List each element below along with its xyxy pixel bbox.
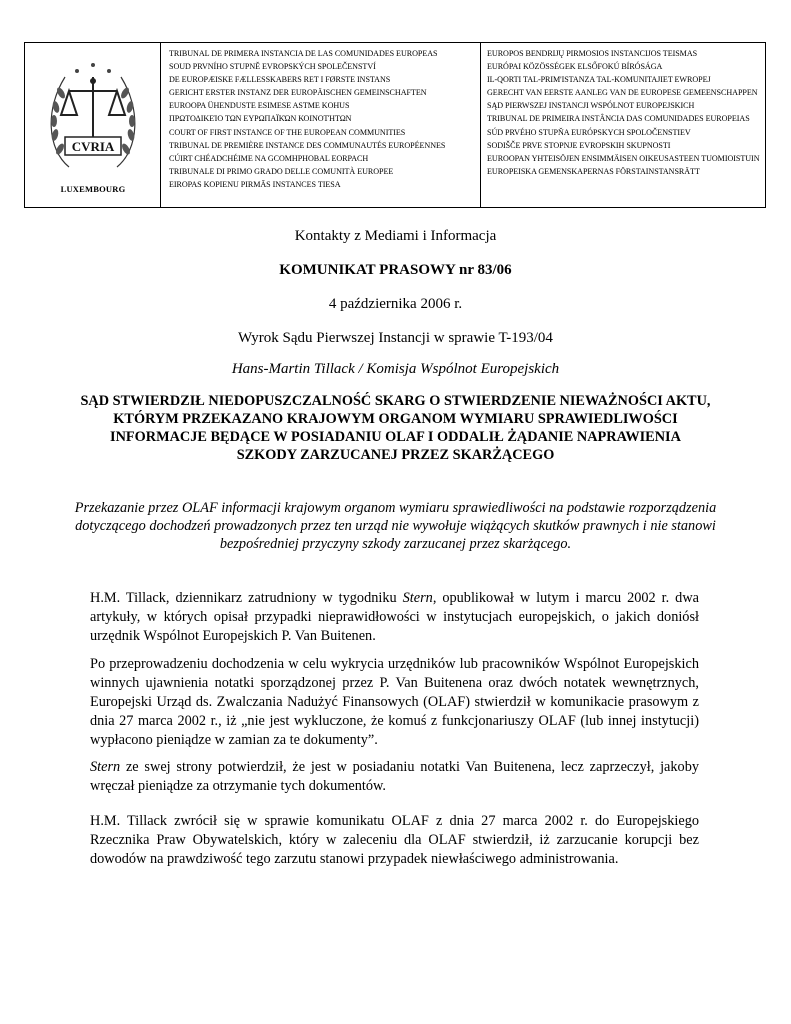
case-parties: Hans-Martin Tillack / Komisja Wspólnot Europejskich [231,361,560,377]
media-contact-line: Kontakty z Mediami i Informacja [294,228,497,244]
paragraph-3 [90,758,699,796]
court-name: IL-QORTI TAL-PRIM'ISTANZA TAL-KOMUNITAJIET EWROPEJ [487,75,711,85]
paragraph-1-text-a: H.M. Tillack, dziennikarz zatrudniony w tygodniku [90,590,403,606]
court-name: SOUD PRVNÍHO STUPNĚ EVROPSKÝCH SPOLEČENSTVÍ [169,62,376,72]
court-name: SĄD PIERWSZEJ INSTANCJI WSPÓLNOT EUROPEJSKICH [487,101,695,111]
court-name: SÚD PRVÉHO STUPŇA EURÓPSKYCH SPOLOČENSTIEV [487,127,691,137]
court-name: EIROPAS KOPIENU PIRMĀS INSTANCES TIESA [169,179,341,189]
court-name: GERECHT VAN EERSTE AANLEG VAN DE EUROPESE GEMEENSCHAPPEN [487,88,758,98]
svg-text:CVRIA: CVRIA [71,139,115,154]
press-release-number: KOMUNIKAT PRASOWY nr 83/06 [279,262,512,278]
judgment-reference: Wyrok Sądu Pierwszej Instancji w sprawie T-193/04 [238,330,553,346]
curia-logo-icon [39,57,147,181]
paragraph-4: H.M. Tillack zwrócił się w sprawie komunikatu OLAF z dnia 27 marca 2002 r. do Europejskiego Rzecznika Praw Obywatelskich, który w zaleceniu dla OLAF stwierdził, iż zarzucanie korupcji bez dowodów na prawdziwość tego zarzutu stanowi przypadek niewłaściwego administrowania. [90,813,699,867]
court-name: TRIBUNAL DE PREMIÈRE INSTANCE DES COMMUNAUTÉS EUROPÉENNES [169,140,446,150]
court-name: TRIBUNAL DE PRIMEIRA INSTÂNCIA DAS COMUNIDADES EUROPEIAS [487,114,750,124]
court-header [24,42,766,208]
location-label: LUXEMBOURG [60,184,126,194]
court-name: EURÓPAI KÖZÖSSÉGEK ELSŐFOKÚ BÍRÓSÁGA [487,62,663,72]
release-date: 4 października 2006 r. [328,296,463,312]
court-name: ΠΡΩΤΟΔΙΚΕΊΟ ΤΩΝ ΕΥΡΩΠΑΪΚΏΝ ΚΟΙΝΟΤΉΤΩΝ [169,114,352,124]
court-name: SODIŠČE PRVE STOPNJE EVROPSKIH SKUPNOSTI [487,140,671,150]
court-name: EUROOPA ÜHENDUSTE ESIMESE ASTME KOHUS [169,101,350,111]
logo-cell [25,43,161,207]
paragraph-1 [90,589,699,646]
paragraph-2: Po przeprowadzeniu dochodzenia w celu wykrycia urzędników lub pracowników Wspólnot Europejskich winnych ujawnienia notatki sporządzonej przez P. Van Buitenena oraz dwóch notatek wewnętrznych, Europejski Urząd ds. Zwalczania Nadużyć Finansowych (OLAF) stwierdził w komunikacie prasowym z dnia 27 marca 2002 r., iż „nie jest wykluczone, że komuś z funkcjonariuszy OLAF (lub innej instytucji) wypłacono pieniądze w zamian za te dokumenty”. [90,656,699,748]
court-name: CÚIRT CHÉADCHÉIME NA GCOMHPHOBAL EORPACH [169,153,369,163]
court-name: TRIBUNALE DI PRIMO GRADO DELLE COMUNITÀ EUROPEE [169,166,394,176]
court-name: EUROPOS BENDRIJŲ PIRMOSIOS INSTANCIJOS TEISMAS [487,49,698,58]
stern-emphasis: Stern [402,590,433,606]
court-name: TRIBUNAL DE PRIMERA INSTANCIA DE LAS COMUNIDADES EUROPEAS [169,49,438,58]
court-name: EUROOPAN YHTEISÖJEN ENSIMMÄISEN OIKEUSASTEEN TUOMIOISTUIN [487,153,760,163]
stern-emphasis: Stern [90,759,121,775]
court-name: EUROPEISKA GEMENSKAPERNAS FÖRSTAINSTANSRÄTT [487,166,700,176]
paragraph-3-text: ze swej strony potwierdził, że jest w posiadaniu notatki Van Buitenena, lecz zaprzeczył, jakoby wręczał pieniądze za otrzymanie tych dokumentów. [90,759,699,794]
headline: SĄD STWIERDZIŁ NIEDOPUSZCZALNOŚĆ SKARG O STWIERDZENIE NIEWAŻNOŚCI AKTU, KTÓRYM PRZEKAZANO KRAJOWYM ORGANOM WYMIARU SPRAWIEDLIWOŚCI INFORMACJE BĘDĄCE W POSIADANIU OLAF I ODDALIŁ ŻĄDANIE NAPRAWIENIA SZKODY ZARZUCANEJ PRZEZ SKARŻĄCEGO [80,393,711,463]
summary: Przekazanie przez OLAF informacji krajowym organom wymiaru sprawiedliwości na podstawie rozporządzenia dotyczącego dochodzeń prowadzonych przez ten urząd nie wywołuje wiążących skutków prawnych i nie stanowi bezpośredniej przyczyny szkody zarzucanej przez skarżącego. [74,500,717,552]
court-names-right [481,43,765,207]
court-name: GERICHT ERSTER INSTANZ DER EUROPÄISCHEN GEMEINSCHAFTEN [169,88,427,98]
court-name: COURT OF FIRST INSTANCE OF THE EUROPEAN COMMUNITIES [169,127,406,137]
court-name: DE EUROPÆISKE FÆLLESSKABERS RET I FØRSTE INSTANS [169,75,391,85]
court-names-left [161,43,481,207]
paragraph-1-text-b: , opublikował w lutym i marcu 2002 r. dwa artykuły, w których opisał przypadki nieprawidłowości w instytucjach europejskich, o jakich doniósł urzędnik Wspólnot Europejskich P. Van Buitenen. [90,590,700,644]
